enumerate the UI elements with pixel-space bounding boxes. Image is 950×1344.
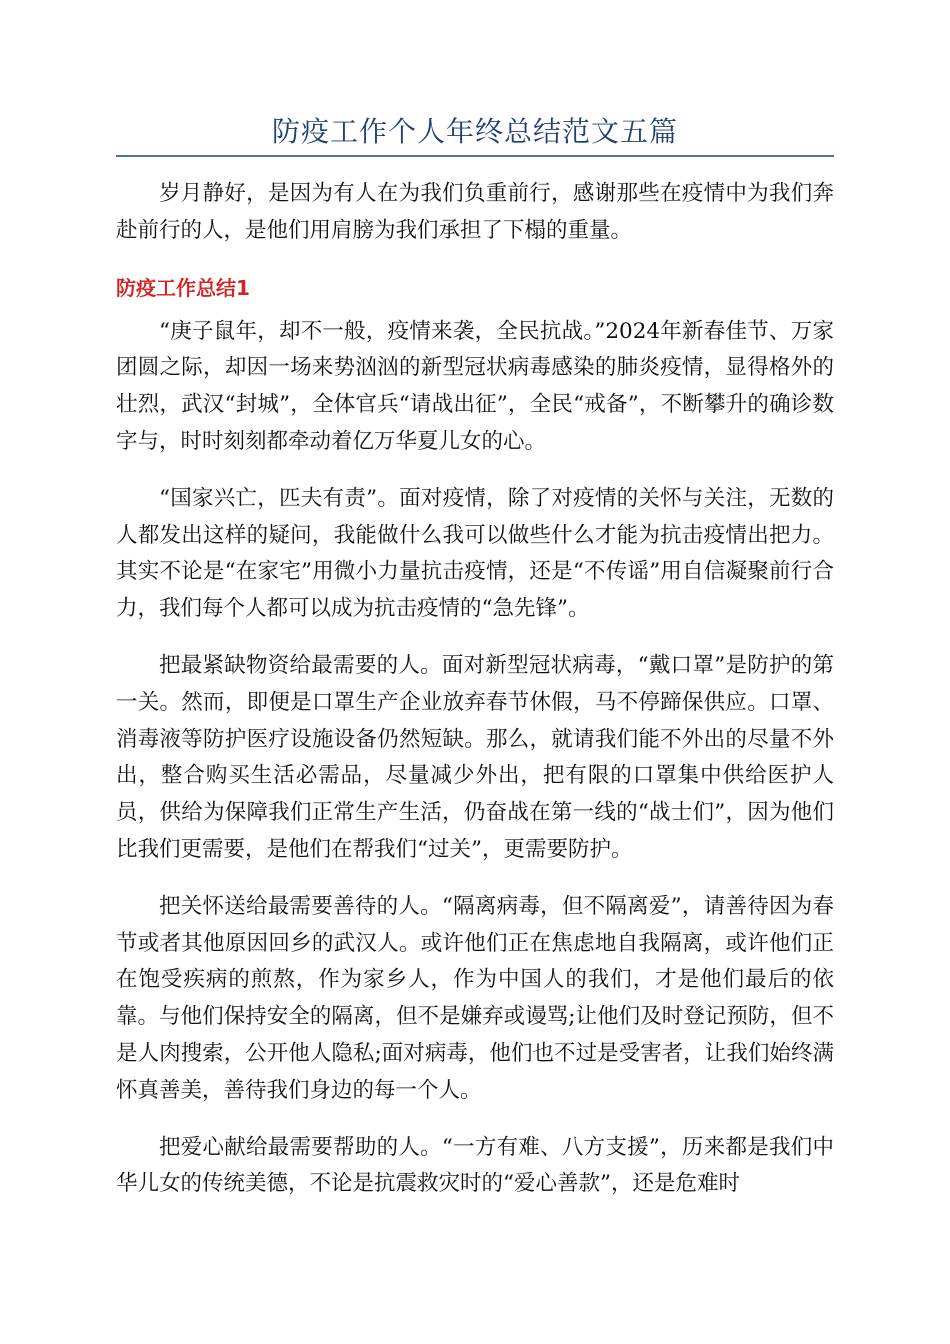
body-paragraph: “庚子鼠年，却不一般，疫情来袭，全民抗战。”2024年新春佳节、万家团圆之际，却因一场来势汹汹的新型冠状病毒感染的肺炎疫情，显得格外的壮烈，武汉“封城”，全体官兵“请战出征”，全民“戒备”，不断攀升的确诊数字与，时时刻刻都牵动着亿万华夏儿女的心。 xyxy=(116,318,834,454)
section-heading: 防疫工作总结1 xyxy=(116,275,250,300)
intro-paragraph: 岁月静好，是因为有人在为我们负重前行，感谢那些在疫情中为我们奔赴前行的人，是他们用肩膀为我们承担了下榻的重量。 xyxy=(116,181,834,243)
body-paragraph: 把爱心献给最需要帮助的人。“一方有难、八方支援”，历来都是我们中华儿女的传统美德，不论是抗震救灾时的“爱心善款”，还是危难时 xyxy=(116,1134,834,1197)
body-paragraph: 把关怀送给最需要善待的人。“隔离病毒，但不隔离爱”，请善待因为春节或者其他原因回乡的武汉人。或许他们正在焦虑地自我隔离，或许他们正在饱受疾病的煎熬，作为家乡人，作为中国人的我们，才是他们最后的依靠。与他们保持安全的隔离，但不是嫌弃或谩骂;让他们及时登记预防，但不是人肉搜索，公开他人隐私;面对病毒，他们也不过是受害者，让我们始终满怀真善美，善待我们身边的每一个人。 xyxy=(116,893,834,1103)
body-paragraph: 把最紧缺物资给最需要的人。面对新型冠状病毒，“戴口罩”是防护的第一关。然而，即便是口罩生产企业放弃春节休假，马不停蹄保供应。口罩、消毒液等防护医疗设施设备仍然短缺。那么，就请我们能不外出的尽量不外出，整合购买生活必需品，尽量减少外出，把有限的口罩集中供给医护人员，供给为保障我们正常生产生活，仍奋战在第一线的“战士们”，因为他们比我们更需要，是他们在帮我们“过关”，更需要防护。 xyxy=(116,652,834,862)
document-body xyxy=(116,176,834,1223)
title-underline xyxy=(116,155,834,157)
document-title: 防疫工作个人年终总结范文五篇 xyxy=(271,115,678,148)
body-paragraph: “国家兴亡，匹夫有责”。面对疫情，除了对疫情的关怀与关注，无数的人都发出这样的疑问，我能做什么我可以做些什么才能为抗击疫情出把力。其实不论是“在家宅”用微小力量抗击疫情，还是“不传谣”用自信凝聚前行合力，我们每个人都可以成为抗击疫情的“急先锋”。 xyxy=(116,485,834,622)
